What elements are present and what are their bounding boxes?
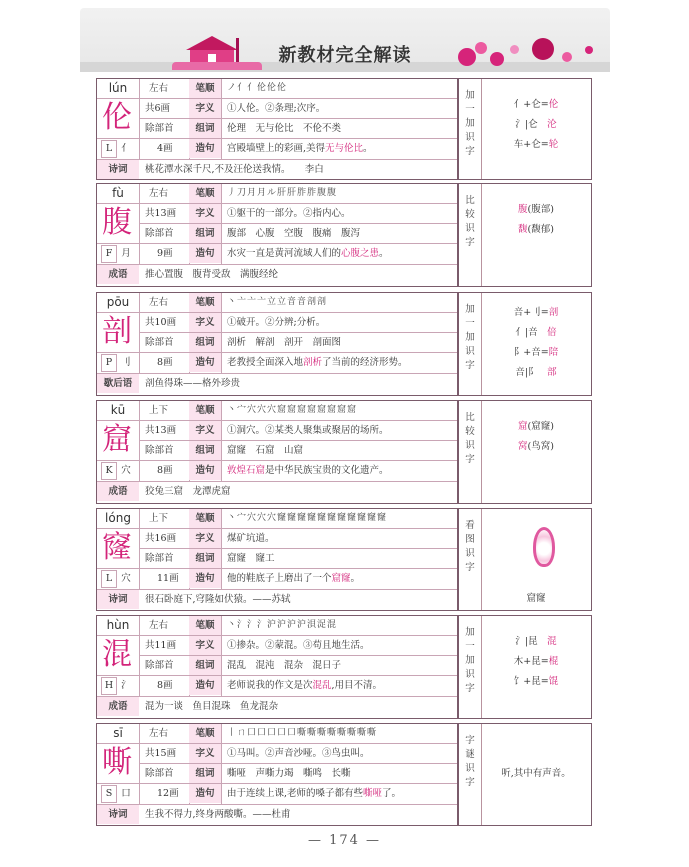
remaining-strokes: 8画 [157,680,173,691]
page-title: 新教材完全解读 [278,45,412,66]
side-panel [485,293,587,395]
side-panel [485,79,587,179]
side-panel-line: 车+仑=轮 [513,139,559,150]
usage-label: 造句 [189,244,221,263]
structure: 上下 [149,513,169,524]
meaning-label: 字义 [189,313,221,332]
side-method-label: 比较识字 [465,412,475,465]
entry-main-table [97,724,457,825]
foot-text: 很石卧庭下,穹隆如伏猿。——苏轼 [145,594,291,605]
radical-label: 除部首 [145,768,174,779]
usage-sentence: 老教授全面深入地剖析了当前的经济形势。 [227,357,408,368]
usage-highlight: 窟窿 [331,573,351,584]
radical-label: 除部首 [145,553,174,564]
foot-label: 诗词 [97,805,139,824]
side-panel-line: 窟(窟窿) [518,421,554,432]
stroke-order: ノ亻亻伦伦伦 [227,83,288,93]
remaining-strokes: 8画 [157,465,173,476]
decoration-bubble [562,52,572,62]
meaning-text: ①马叫。②声音沙哑。③鸟虫叫。 [227,748,370,759]
headword-character: 伦 [102,100,132,135]
side-method-label: 加一加识字 [465,627,475,694]
foot-label: 诗词 [97,590,139,609]
usage-label: 造句 [189,676,221,695]
headword-character: 剖 [102,314,132,349]
index-letter: L [101,570,117,588]
side-method-label: 字谜识字 [465,735,475,788]
character-entry [96,508,592,611]
pinyin: pōu [106,295,130,309]
index-radical: 穴 [121,573,131,584]
usage-highlight: 剖析 [303,357,323,368]
side-panel-line: 腹(腹部) [518,204,554,215]
words-text: 剖析 解剖 剖开 剖面图 [227,337,342,348]
stroke-order: 丶氵氵氵沪沪沪沪浿浞混 [227,620,338,630]
usage-highlight: 无与伦比 [325,143,364,154]
words-text: 窟窿 窿工 [227,553,275,564]
usage-highlight: 心腹之患 [341,248,380,259]
words-label: 组词 [189,333,221,352]
foot-label: 成语 [97,482,139,501]
pinyin: fù [112,186,124,200]
entry-main-table [97,184,457,286]
index-radical: 口 [121,788,131,799]
foot-label: 成语 [97,697,139,716]
stroke-order-label: 笔顺 [189,184,221,203]
meaning-label: 字义 [189,636,221,655]
entry-main-table [97,509,457,610]
stroke-count: 共13画 [145,208,177,219]
usage-sentence: 他的鞋底子上磨出了一个窟窿。 [227,573,361,584]
foot-label: 成语 [97,265,139,284]
side-panel-line: 亻|咅 倍 [515,327,557,338]
radical-label: 除部首 [145,337,174,348]
words-label: 组词 [189,224,221,243]
usage-sentence: 由于连续上课,老师的嗓子都有些嘶哑了。 [227,788,402,799]
pinyin: lóng [105,511,131,525]
foot-label: 诗词 [97,160,139,179]
meaning-text: 煤矿坑道。 [227,533,275,544]
words-label: 组词 [189,119,221,138]
usage-sentence: 宫殿墙壁上的彩画,美得无与伦比。 [227,143,373,154]
stroke-order: 丨ㄇ口口口口口嘶嘶嘶嘶嘶嘶嘶嘶 [227,728,378,738]
side-panel-line: 亻+仑=伦 [513,99,559,110]
foot-text: 桃花潭水深千尺,不及汪伦送我情。 李白 [145,164,324,175]
pinyin: hùn [106,618,130,632]
stroke-count: 共13画 [145,425,177,436]
words-text: 伦理 无与伦比 不伦不类 [227,123,342,134]
index-radical: 刂 [121,357,131,368]
usage-highlight: 混乱 [312,680,332,691]
stroke-count: 共6画 [145,103,171,114]
structure: 左右 [149,620,169,631]
words-text: 腹部 心腹 空腹 腹痛 腹泻 [227,228,361,239]
usage-sentence: 老师说我的作文是次混乱,用目不清。 [227,680,383,691]
index-letter: F [101,245,117,263]
radical-label: 除部首 [145,660,174,671]
side-panel-line: 咅+刂=剖 [513,307,559,318]
foot-label: 歇后语 [97,374,139,393]
character-entry [96,78,592,180]
usage-highlight: 嘶哑 [363,788,383,799]
page-number: — 174 — [307,833,382,848]
meaning-label: 字义 [189,99,221,118]
headword-character: 嘶 [102,745,132,780]
pinyin: sī [113,726,123,740]
foot-text: 推心置腹 腹背受敌 满腹经纶 [145,269,279,280]
foot-text: 狡兔三窟 龙潭虎窟 [145,486,231,497]
usage-highlight: 敦煌石窟 [227,465,266,476]
foot-text: 生我不得力,终身两酸嘶。——杜甫 [145,809,291,820]
side-panel-line: 咅|阝 部 [515,367,557,378]
foot-text: 混为一谈 鱼目混珠 鱼龙混杂 [145,701,279,712]
meaning-label: 字义 [189,421,221,440]
decoration-bubble [490,52,504,66]
illustration-caption: 窟窿 [526,593,546,604]
stroke-count: 共11画 [145,640,177,651]
index-letter: P [101,354,117,372]
remaining-strokes: 9画 [157,248,173,259]
headword-character: 腹 [102,205,132,240]
meaning-text: ①人伦。②条理;次序。 [227,103,326,114]
index-radical: 氵 [121,680,131,691]
stroke-order: 丶宀穴穴穴窿窿窿窿窿窿窿窿窿窿窿 [227,513,388,523]
decoration-bubble [458,48,476,66]
stroke-order-label: 笔顺 [189,616,221,635]
stroke-order-label: 笔顺 [189,79,221,98]
character-entry [96,723,592,826]
page-header [80,8,610,72]
entry-main-table [97,293,457,395]
words-text: 嘶哑 声嘶力竭 嘶鸣 长嘶 [227,768,351,779]
index-letter: K [101,462,117,480]
meaning-text: ①洞穴。②某类人聚集或聚居的场所。 [227,425,389,436]
meaning-text: ①躯干的一部分。②指内心。 [227,208,351,219]
meaning-label: 字义 [189,744,221,763]
stroke-count: 共10画 [145,317,177,328]
structure: 左右 [149,188,169,199]
remaining-strokes: 4画 [157,143,173,154]
decoration-bubble [510,45,519,54]
decoration-bubble [585,46,593,54]
usage-label: 造句 [189,353,221,372]
side-panel [485,184,587,286]
usage-sentence: 水灾一直是黄河流域人们的心腹之患。 [227,248,389,259]
side-method-label: 比较识字 [465,195,475,248]
riddle-text: 听,其中有声音。 [501,768,571,779]
side-panel-line: 木+昆=棍 [513,656,559,667]
usage-sentence: 敦煌石窟是中华民族宝贵的文化遗产。 [227,465,389,476]
words-label: 组词 [189,441,221,460]
index-radical: 穴 [121,465,131,476]
headword-character: 混 [102,637,132,672]
meaning-label: 字义 [189,204,221,223]
index-radical: 月 [121,248,131,259]
headword-character: 窟 [102,422,132,457]
structure: 左右 [149,83,169,94]
words-label: 组词 [189,549,221,568]
hole-illustration [533,527,555,567]
structure: 左右 [149,728,169,739]
stroke-order-label: 笔顺 [189,293,221,312]
side-panel [485,401,587,503]
words-text: 窟窿 石窟 山窟 [227,445,304,456]
decoration-bubble [532,38,554,60]
radical-label: 除部首 [145,228,174,239]
stroke-order: 丶宀穴穴穴窟窟窟窟窟窟窟窟 [227,405,358,415]
stroke-count: 共16画 [145,533,177,544]
side-panel-line: 馥(馥郁) [518,224,554,235]
radical-label: 除部首 [145,123,174,134]
foot-text: 剖鱼得珠——格外珍贵 [145,378,241,389]
stroke-order: 丶亠亠亠立立音音剖剖 [227,297,328,307]
entry-main-table [97,79,457,179]
side-method-label: 加一加识字 [465,90,475,157]
meaning-text: ①破开。②分辨;分析。 [227,317,326,328]
side-panel [485,616,587,718]
index-letter: L [101,140,117,158]
character-entry [96,292,592,396]
remaining-strokes: 12画 [157,788,179,799]
words-text: 混乱 混沌 混杂 混日子 [227,660,342,671]
character-entry [96,400,592,504]
meaning-label: 字义 [189,529,221,548]
meaning-text: ①掺杂。②蒙混。③苟且地生活。 [227,640,370,651]
usage-label: 造句 [189,569,221,588]
side-method-label: 看图识字 [465,520,475,573]
headword-character: 窿 [102,530,132,565]
decoration-bubble [475,42,487,54]
stroke-order-label: 笔顺 [189,401,221,420]
remaining-strokes: 11画 [157,573,179,584]
stroke-order: 丿刀月月ル肝肝胙胙腹腹 [227,188,338,198]
side-method-label: 加一加识字 [465,304,475,371]
side-panel-line: 氵|仑 沦 [515,119,557,130]
structure: 上下 [149,405,169,416]
index-letter: H [101,677,117,695]
side-panel [485,724,587,825]
side-panel-line: 饣+昆=馄 [513,676,559,687]
entry-main-table [97,616,457,718]
index-radical: 亻 [121,143,131,154]
index-letter: S [101,785,117,803]
radical-label: 除部首 [145,445,174,456]
side-panel-line: 窝(鸟窝) [518,441,554,452]
words-label: 组词 [189,656,221,675]
words-label: 组词 [189,764,221,783]
side-panel-line: 阝+咅=陪 [513,347,559,358]
stroke-order-label: 笔顺 [189,509,221,528]
side-panel [485,509,587,610]
entry-main-table [97,401,457,503]
stroke-order-label: 笔顺 [189,724,221,743]
side-panel-line: 氵|昆 混 [515,636,557,647]
character-entry [96,183,592,287]
usage-label: 造句 [189,139,221,158]
stroke-count: 共15画 [145,748,177,759]
pinyin: kū [110,403,126,417]
pinyin: lún [108,81,128,95]
usage-label: 造句 [189,784,221,803]
structure: 左右 [149,297,169,308]
remaining-strokes: 8画 [157,357,173,368]
character-entry [96,615,592,719]
usage-label: 造句 [189,461,221,480]
